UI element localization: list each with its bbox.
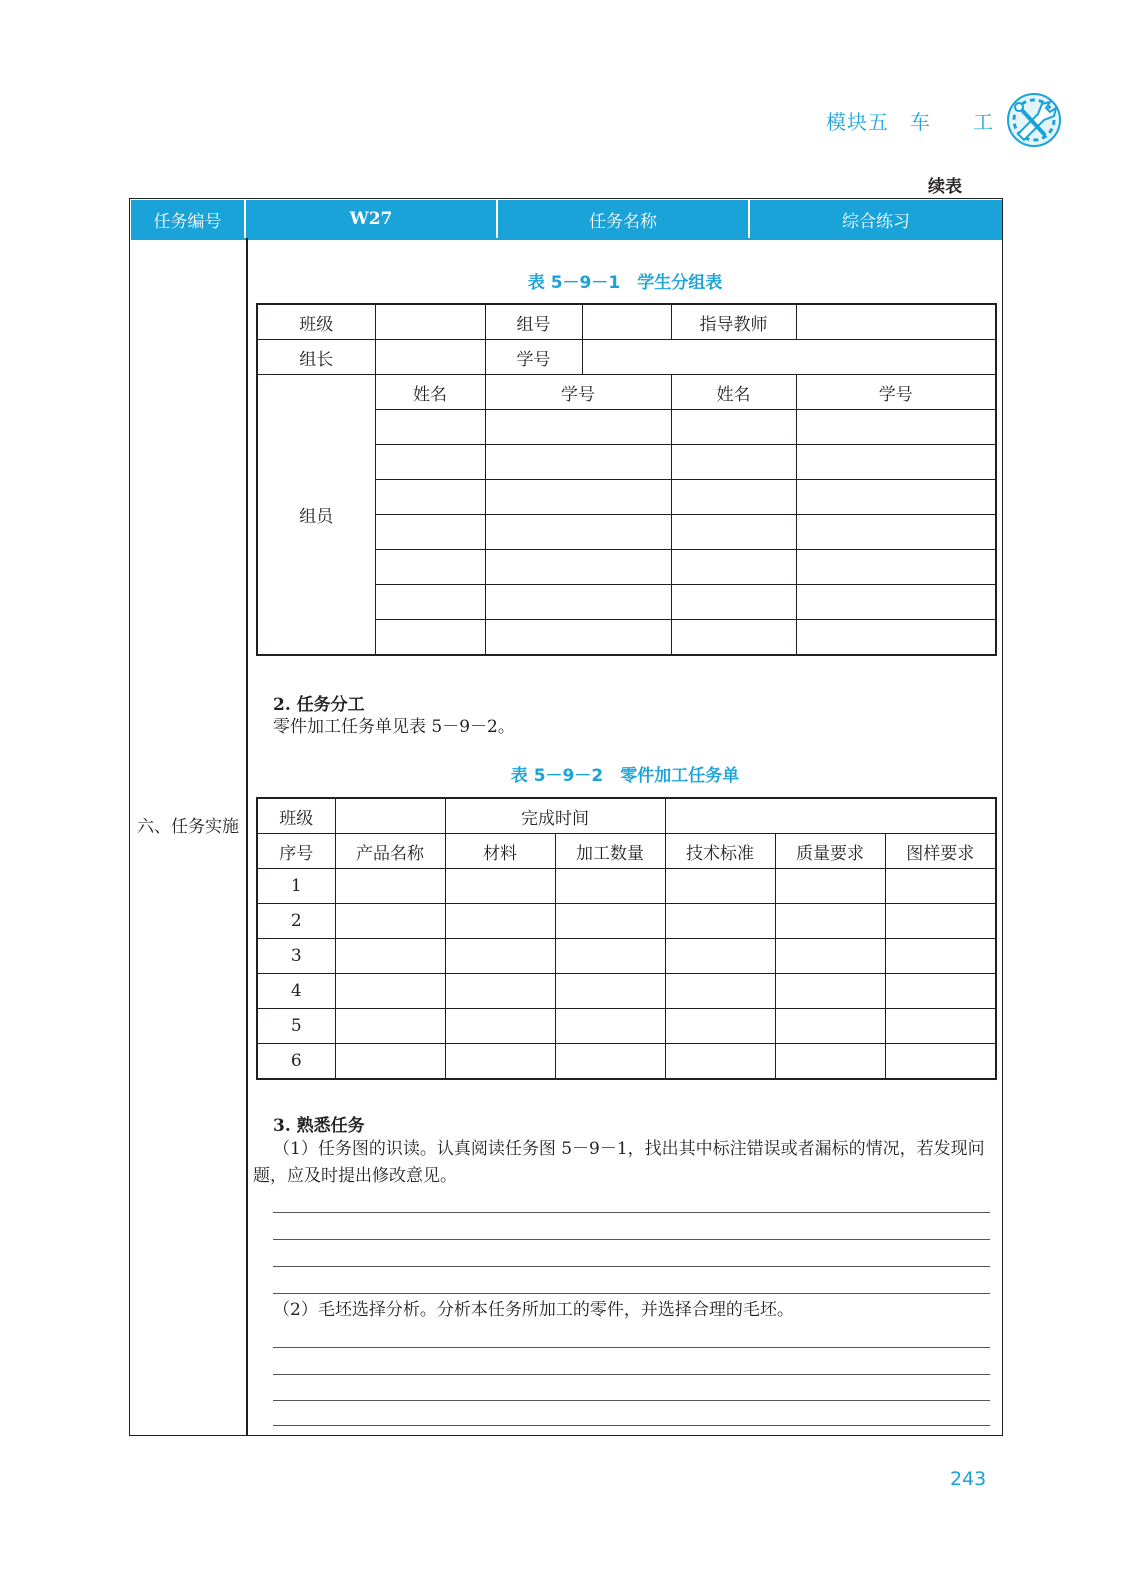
header-divider [131,238,1002,240]
cell[interactable] [665,869,775,904]
cell[interactable] [665,974,775,1009]
leader-label: 组长 [257,340,375,375]
leader-cell[interactable] [375,340,485,375]
cell[interactable] [885,939,996,974]
familiarize-item-1: （1）任务图的识读。认真阅读任务图 5－9－1，找出其中标注错误或者漏标的情况，若发现问题，应及时提出修改意见。 [253,1139,985,1186]
task-header-row [131,200,1002,238]
row-number: 1 [257,869,335,904]
col-standard: 技术标准 [665,834,775,869]
cell[interactable] [665,1044,775,1080]
teacher-cell[interactable] [796,304,996,340]
task-id-value: W27 [246,200,498,238]
table-row [257,1009,996,1044]
member-cell[interactable] [485,585,671,620]
members-label: 组员 [257,375,375,656]
finish-time-label: 完成时间 [445,798,665,834]
cell[interactable] [665,1009,775,1044]
cell[interactable] [555,974,665,1009]
member-cell[interactable] [671,550,796,585]
task-division-title: 2. 任务分工 [273,695,365,715]
leader-no-label: 学号 [485,340,582,375]
answer-line[interactable] [273,1347,990,1348]
row-number: 5 [257,1009,335,1044]
group-no-label: 组号 [485,304,582,340]
section-label: 六、任务实施 [137,817,239,837]
familiarize-item-2: （2）毛坯选择分析。分析本任务所加工的零件，并选择合理的毛坯。 [273,1300,794,1320]
member-cell[interactable] [375,585,485,620]
member-cell[interactable] [375,445,485,480]
member-cell[interactable] [796,550,996,585]
cell[interactable] [775,1009,885,1044]
member-cell[interactable] [796,445,996,480]
cell[interactable] [555,939,665,974]
col-quantity: 加工数量 [555,834,665,869]
parts-task-table [256,797,997,1080]
cell[interactable] [445,1009,555,1044]
row-number: 2 [257,904,335,939]
cell[interactable] [885,1009,996,1044]
cell[interactable] [775,1044,885,1080]
member-cell[interactable] [375,515,485,550]
cell[interactable] [775,974,885,1009]
table1-caption: 表 5－9－1 学生分组表 [527,273,723,293]
answer-line[interactable] [273,1266,990,1267]
member-cell[interactable] [375,480,485,515]
member-cell[interactable] [485,620,671,656]
task-id-label: 任务编号 [131,200,246,238]
table-row [257,904,996,939]
member-cell[interactable] [671,410,796,445]
cell[interactable] [445,904,555,939]
col-seq: 序号 [257,834,335,869]
member-cell[interactable] [671,480,796,515]
cell[interactable] [885,869,996,904]
task-name-value: 综合练习 [750,200,1002,238]
answer-line[interactable] [273,1374,990,1375]
cell[interactable] [335,1044,445,1080]
member-cell[interactable] [796,585,996,620]
row-number: 3 [257,939,335,974]
cell[interactable] [335,974,445,1009]
teacher-label: 指导教师 [671,304,796,340]
wrench-gear-icon [1004,90,1064,150]
member-cell[interactable] [796,515,996,550]
member-cell[interactable] [485,550,671,585]
cell[interactable] [775,904,885,939]
member-cell[interactable] [375,550,485,585]
member-cell[interactable] [485,445,671,480]
row-number: 4 [257,974,335,1009]
member-cell[interactable] [375,410,485,445]
continued-label: 续表 [928,177,962,197]
col-name-2: 姓名 [671,375,796,410]
cell[interactable] [335,869,445,904]
cell[interactable] [775,939,885,974]
cell[interactable] [665,939,775,974]
answer-line[interactable] [273,1212,990,1213]
member-cell[interactable] [485,480,671,515]
row-number: 6 [257,1044,335,1080]
leader-no-cell[interactable] [582,340,996,375]
table-row [257,1044,996,1080]
column-divider [246,238,248,1435]
cell[interactable] [885,1044,996,1080]
table2-caption: 表 5－9－2 零件加工任务单 [510,766,740,786]
cell[interactable] [555,1009,665,1044]
cell[interactable] [555,1044,665,1080]
familiarize-title: 3. 熟悉任务 [273,1116,365,1136]
answer-line[interactable] [273,1425,990,1426]
task-name-label: 任务名称 [498,200,750,238]
col-material: 材料 [445,834,555,869]
cell[interactable] [445,869,555,904]
cell[interactable] [885,974,996,1009]
member-cell[interactable] [671,620,796,656]
module-title: 模块五 车 工 [826,110,994,134]
member-cell[interactable] [671,445,796,480]
cell[interactable] [665,904,775,939]
class-label: 班级 [257,798,335,834]
answer-line[interactable] [273,1400,990,1401]
page-number: 243 [950,1468,987,1490]
group-no-cell[interactable] [582,304,671,340]
col-no-2: 学号 [796,375,996,410]
class-label: 班级 [257,304,375,340]
cell[interactable] [445,1044,555,1080]
cell[interactable] [555,904,665,939]
class-value-cell[interactable] [375,304,485,340]
group-table [256,303,997,656]
table-row [257,869,996,904]
finish-time-cell[interactable] [665,798,996,834]
member-cell[interactable] [485,515,671,550]
col-product: 产品名称 [335,834,445,869]
cell[interactable] [555,869,665,904]
answer-line[interactable] [273,1239,990,1240]
answer-line[interactable] [273,1293,990,1294]
cell[interactable] [775,869,885,904]
member-cell[interactable] [671,585,796,620]
cell[interactable] [335,904,445,939]
member-cell[interactable] [671,515,796,550]
table-row [257,939,996,974]
cell[interactable] [335,939,445,974]
member-cell[interactable] [796,480,996,515]
member-cell[interactable] [796,620,996,656]
header-row [257,834,996,869]
cell[interactable] [445,974,555,1009]
member-cell[interactable] [485,410,671,445]
class-cell[interactable] [335,798,445,834]
cell[interactable] [885,904,996,939]
col-no-1: 学号 [485,375,671,410]
table-row [257,974,996,1009]
member-cell[interactable] [796,410,996,445]
col-drawing: 图样要求 [885,834,996,869]
member-cell[interactable] [375,620,485,656]
col-quality: 质量要求 [775,834,885,869]
cell[interactable] [445,939,555,974]
col-name-1: 姓名 [375,375,485,410]
task-division-text: 零件加工任务单见表 5－9－2。 [273,717,515,737]
cell[interactable] [335,1009,445,1044]
